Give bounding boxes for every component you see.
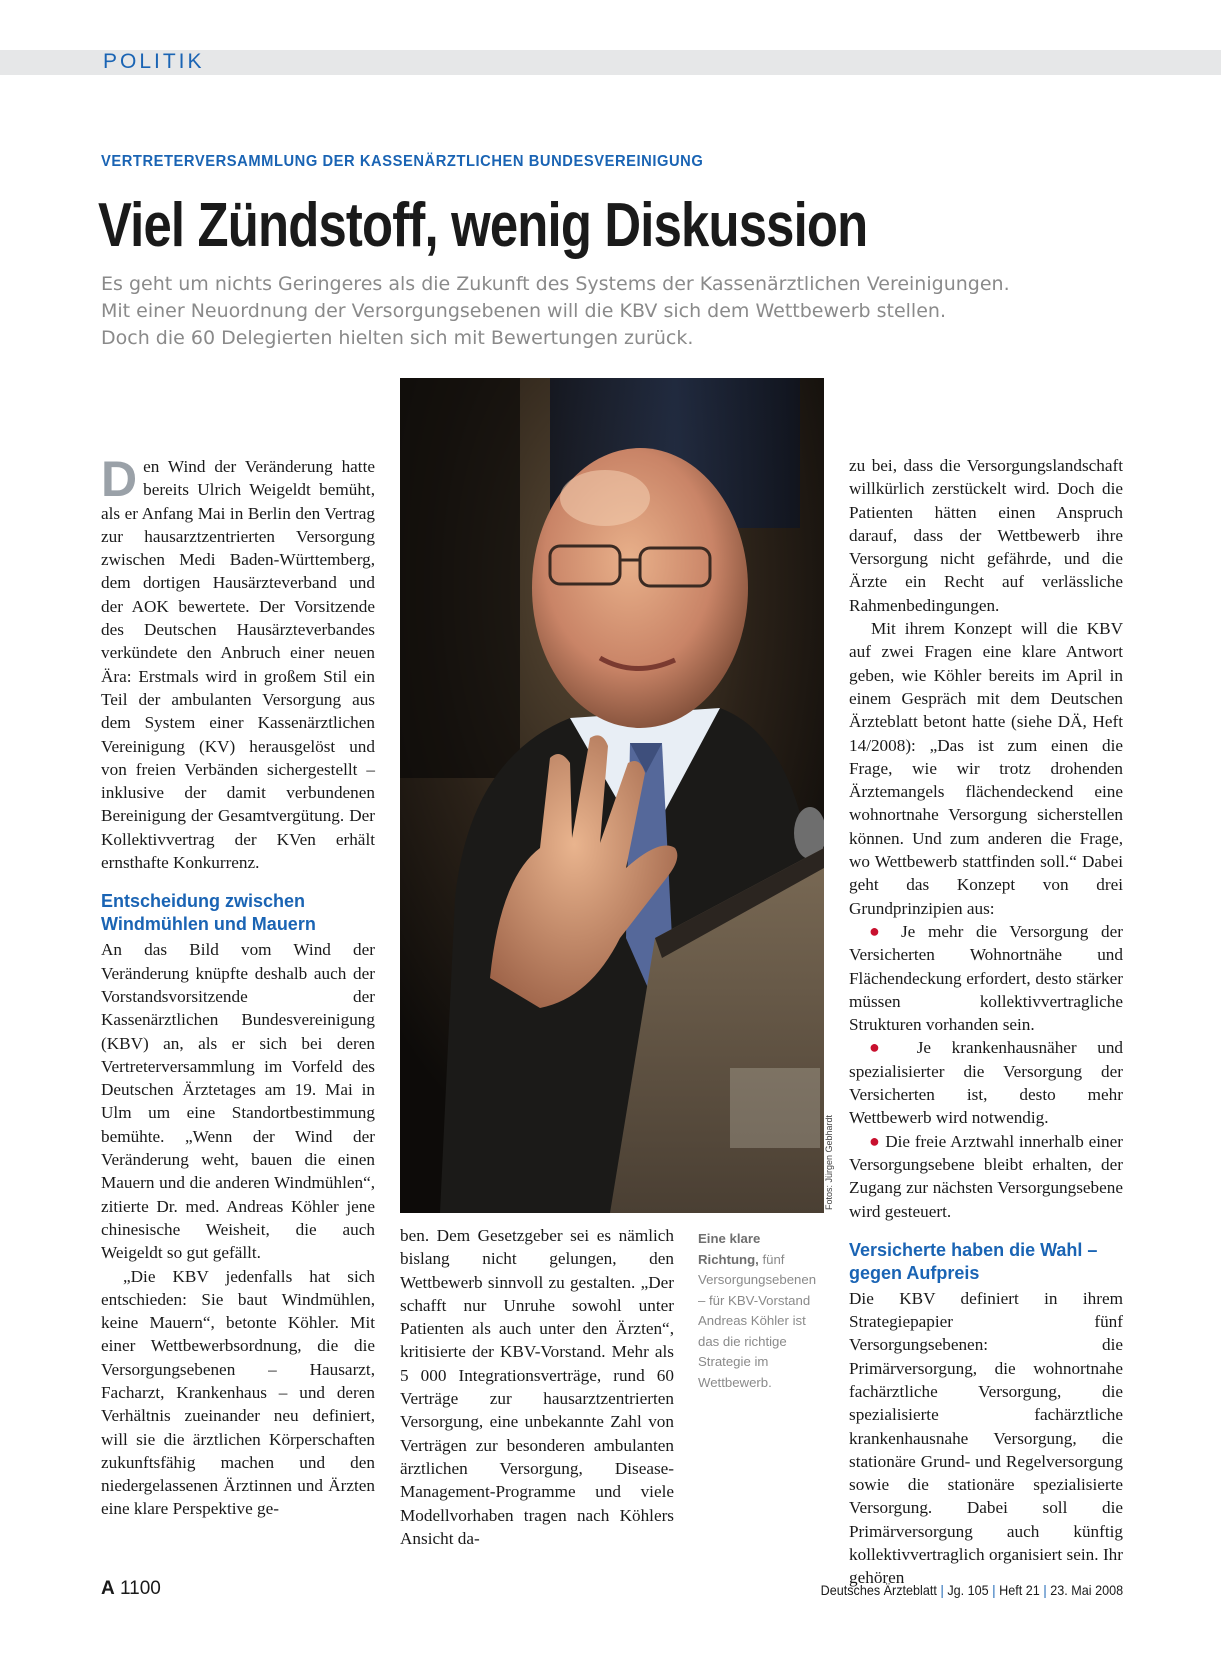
journal-issue: Heft 21: [999, 1582, 1040, 1598]
lead-line: Doch die 60 Delegierten hielten sich mit Bewertungen zurück.: [101, 327, 694, 349]
photo-credit: Fotos: Jürgen Gebhardt: [824, 1114, 834, 1210]
subheading: Entscheidung zwischen Windmühlen und Mauern: [101, 891, 316, 935]
dropcap: D: [101, 451, 138, 507]
article-column-2: [400, 1224, 674, 1550]
paragraph: Mit ihrem Konzept will die KBV auf zwei Fragen eine klare Antwort geben, wie Köhler bereits im April in einem Gespräch mit dem Deutschen Ärzteblatt betont hatte (siehe DÄ, Heft 14/2008): „Das ist zum einen die Frage, wie wir trotz drohenden Ärztemangels flächendeckend eine wohnortnahe Versorgung sicherstellen können. Und zum anderen die Frage, wo Wettbewerb stattfinden soll.“ Dabei geht das Konzept von drei Grundprinzipien aus:: [849, 619, 1123, 918]
photo-caption: [698, 1229, 822, 1393]
journal-name: Deutsches Ärzteblatt: [820, 1582, 937, 1598]
section-label: POLITIK: [103, 50, 205, 73]
journal-volume: Jg. 105: [947, 1582, 989, 1598]
bullet-item: [849, 1130, 1123, 1223]
paragraph: Die KBV definiert in ihrem Strategiepapier fünf Versorgungsebenen: die Primärversorgung, die wohnortnahe fachärztliche Versorgung, die spezialisierte fachärztliche krankenhausnahe Versorgung, die stationäre Grund- und Regelversorgung sowie die stationäre spezialisierte Versorgung. Dabei soll die Primärversorgung auch künftig kollektivvertraglich organisiert sein. Ihr gehören: [849, 1288, 1123, 1588]
journal-date: 23. Mai 2008: [1050, 1582, 1123, 1598]
bullet-text: Je mehr die Versorgung der Versicherten Wohnortnähe und Flächendeckung erfordert, desto stärker müssen kollektivvertragliche Strukturen vorhanden sein.: [849, 921, 1123, 1035]
paragraph: An das Bild vom Wind der Veränderung knüpfte deshalb auch der Vorstandsvorsitzende der Kassenärztlichen Bundesvereinigung (KBV) an, als er sich bei deren Vertreterversammlung im Vorfeld des Deutschen Ärztetages am 19. Mai in Ulm um eine Standortbestimmung bemühte. „Wenn der Wind der Veränderung weht, bauen die einen Mauern und die anderen Windmühlen“, zitierte Dr. med. Andreas Köhler jene chinesische Weisheit, die auch Weigeldt so gut gefällt.: [101, 940, 375, 1263]
article-column-3: [849, 454, 1123, 1590]
bullet-dot-icon: ●: [869, 1130, 881, 1151]
lead-line: Es geht um nichts Geringeres als die Zukunft des Systems der Kassenärztlichen Vereinigungen.: [101, 273, 1010, 295]
article-photo: [400, 378, 824, 1213]
paragraph: zu bei, dass die Versorgungslandschaft willkürlich zerstückelt wird. Doch die Patienten hätten einen Anspruch darauf, dass der Wettbewerb ihre Versorgung nicht gefährde, und die Ärzte ein Recht auf verlässliche Rahmenbedingungen.: [849, 456, 1123, 615]
lead-paragraph: [101, 271, 1101, 352]
intro-paragraph: [101, 451, 375, 874]
bullet-item: [849, 1036, 1123, 1129]
caption-text: fünf Versorgungsebenen – für KBV-Vorstand Andreas Köhler ist das die richtige Strategie im Wettbewerb.: [698, 1251, 817, 1390]
page-number-value: 1100: [120, 1578, 161, 1599]
paragraph: „Die KBV jedenfalls hat sich entschieden: Sie baut Windmühlen, keine Mauern“, betonte Köhler. Mit einer Wettbewerbsordnung, die die Versorgungsebenen – Hausarzt, Facharzt, Krankenhaus – und deren Verhältnis zueinander neu definiert, will sie die ärztlichen Körperschaften zukunftsfähig machen und den niedergelassenen Ärztinnen und Ärzten eine klare Perspektive ge-: [101, 1266, 375, 1519]
paragraph-text: en Wind der Veränderung hatte bereits Ulrich Weigeldt bemüht, als er Anfang Mai in Berlin den Vertrag zur hausarztzentrierten Versorgung zwischen Medi Baden-Württemberg, dem dortigen Hausärzteverband und der AOK bewertete. Der Vorsitzende des Deutschen Hausärzteverbandes verkündete den Anbruch einer neuen Ära: Erstmals wird in großem Stil ein Teil der ambulanten Versorgung aus dem System einer Kassenärztlichen Vereinigung (KV) herausgelöst und von freien Verbänden sichergestellt – inklusive der damit verbundenen Bereinigung der Gesamtvergütung. Der Kollektivvertrag der KVen erhält ernsthafte Konkurrenz.: [101, 457, 375, 873]
headline: Viel Zündstoff, wenig Diskussion: [98, 191, 868, 260]
paragraph: ben. Dem Gesetzgeber sei es nämlich bislang nicht gelungen, den Wettbewerb sinnvoll zu gestalten. „Der schafft nur Unruhe sowohl unter Patienten als auch unter den Ärzten“, kritisierte der KBV-Vorstand. Mehr als 5 000 Integrationsverträge, rund 60 Verträge zur hausarztzentrierten Versorgung, eine unbekannte Zahl von Verträgen zur besonderen ambulanten ärztlichen Versorgung, Disease-Management-Programme und viele Modellvorhaben tragen nach Köhlers Ansicht da-: [400, 1226, 674, 1548]
journal-info: Deutsches Ärzteblatt | Jg. 105 | Heft 21 | 23. Mai 2008: [820, 1582, 1123, 1598]
bullet-dot-icon: ●: [869, 920, 889, 941]
page-number: [101, 1578, 161, 1600]
subheading: Versicherte haben die Wahl – gegen Aufpreis: [849, 1239, 1098, 1283]
page-prefix: A: [101, 1578, 115, 1599]
speaker-photo-illustration: [400, 378, 824, 1213]
article-column-1: [101, 451, 375, 1521]
kicker: VERTRETERVERSAMMLUNG DER KASSENÄRZTLICHEN BUNDESVEREINIGUNG: [101, 153, 704, 170]
bullet-dot-icon: ●: [869, 1037, 897, 1058]
bullet-text: Die freie Arztwahl innerhalb einer Versorgungsebene bleibt erhalten, der Zugang zur nächsten Versorgungsebene wird gesteuert.: [849, 1131, 1123, 1221]
caption-lead: Eine klare Richtung,: [698, 1231, 761, 1267]
bullet-text: Je krankenhausnäher und spezialisierter die Versorgung der Versicherten ist, desto mehr Wettbewerb wird notwendig.: [849, 1038, 1124, 1128]
bullet-item: [849, 920, 1123, 1036]
lead-line: Mit einer Neuordnung der Versorgungsebenen will die KBV sich dem Wettbewerb stellen.: [101, 300, 946, 322]
